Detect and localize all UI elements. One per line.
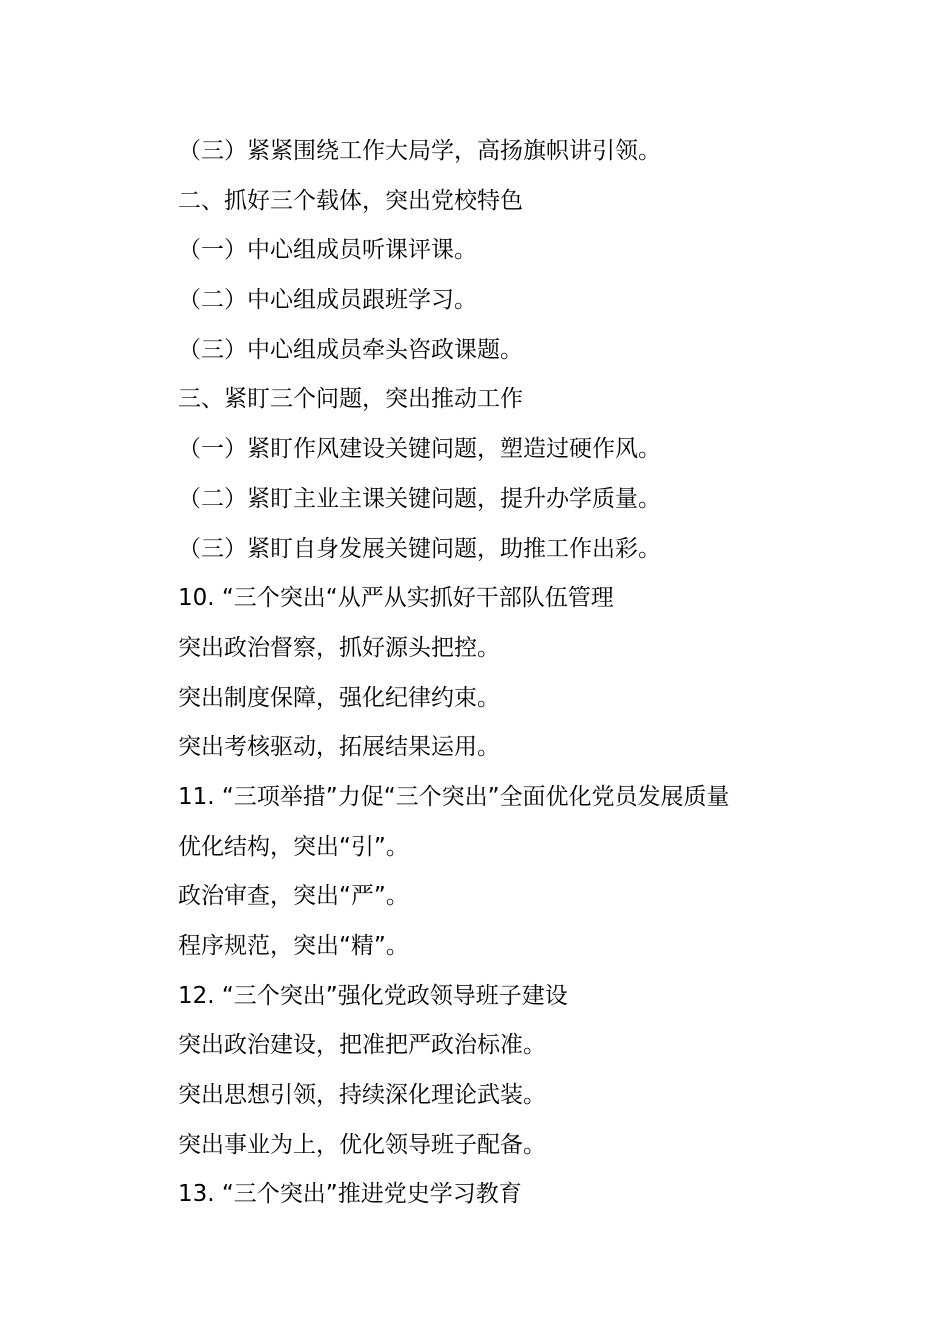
numbered-heading: 13. “三个突出”推进党史学习教育	[178, 1181, 522, 1208]
text-line: 突出事业为上，优化领导班子配备。	[178, 1131, 546, 1158]
text-line: （三）紧盯自身发展关键问题，助推工作出彩。	[178, 535, 661, 562]
section-heading: 三、紧盯三个问题，突出推动工作	[178, 386, 523, 413]
text-line: 优化结构，突出“引”。	[178, 833, 409, 860]
text-line: 突出制度保障，强化纪律约束。	[178, 684, 500, 711]
text-line: （一）紧盯作风建设关键问题，塑造过硬作风。	[178, 436, 661, 463]
text-line: 突出考核驱动，拓展结果运用。	[178, 734, 500, 761]
text-line: 政治审查，突出“严”。	[178, 883, 409, 910]
text-line: （二）中心组成员跟班学习。	[178, 287, 477, 314]
section-heading: 二、抓好三个载体，突出党校特色	[178, 187, 523, 214]
text-line: 突出政治建设，把准把严政治标准。	[178, 1032, 546, 1059]
numbered-heading: 10. “三个突出“从严从实抓好干部队伍管理	[178, 585, 614, 612]
numbered-heading: 12. “三个突出”强化党政领导班子建设	[178, 982, 568, 1009]
text-line: （三）紧紧围绕工作大局学，高扬旗帜讲引领。	[178, 138, 661, 164]
document-body	[178, 127, 898, 1220]
text-line: （三）中心组成员牵头咨政课题。	[178, 336, 523, 363]
text-line: 突出政治督察，抓好源头把控。	[178, 634, 500, 661]
text-line: （二）紧盯主业主课关键问题，提升办学质量。	[178, 485, 661, 512]
text-line: 程序规范，突出“精”。	[178, 933, 409, 959]
numbered-heading: 11. “三项举措”力促“三个突出”全面优化党员发展质量	[178, 783, 730, 810]
text-line: 突出思想引领，持续深化理论武装。	[178, 1082, 546, 1109]
text-line: （一）中心组成员听课评课。	[178, 237, 477, 264]
